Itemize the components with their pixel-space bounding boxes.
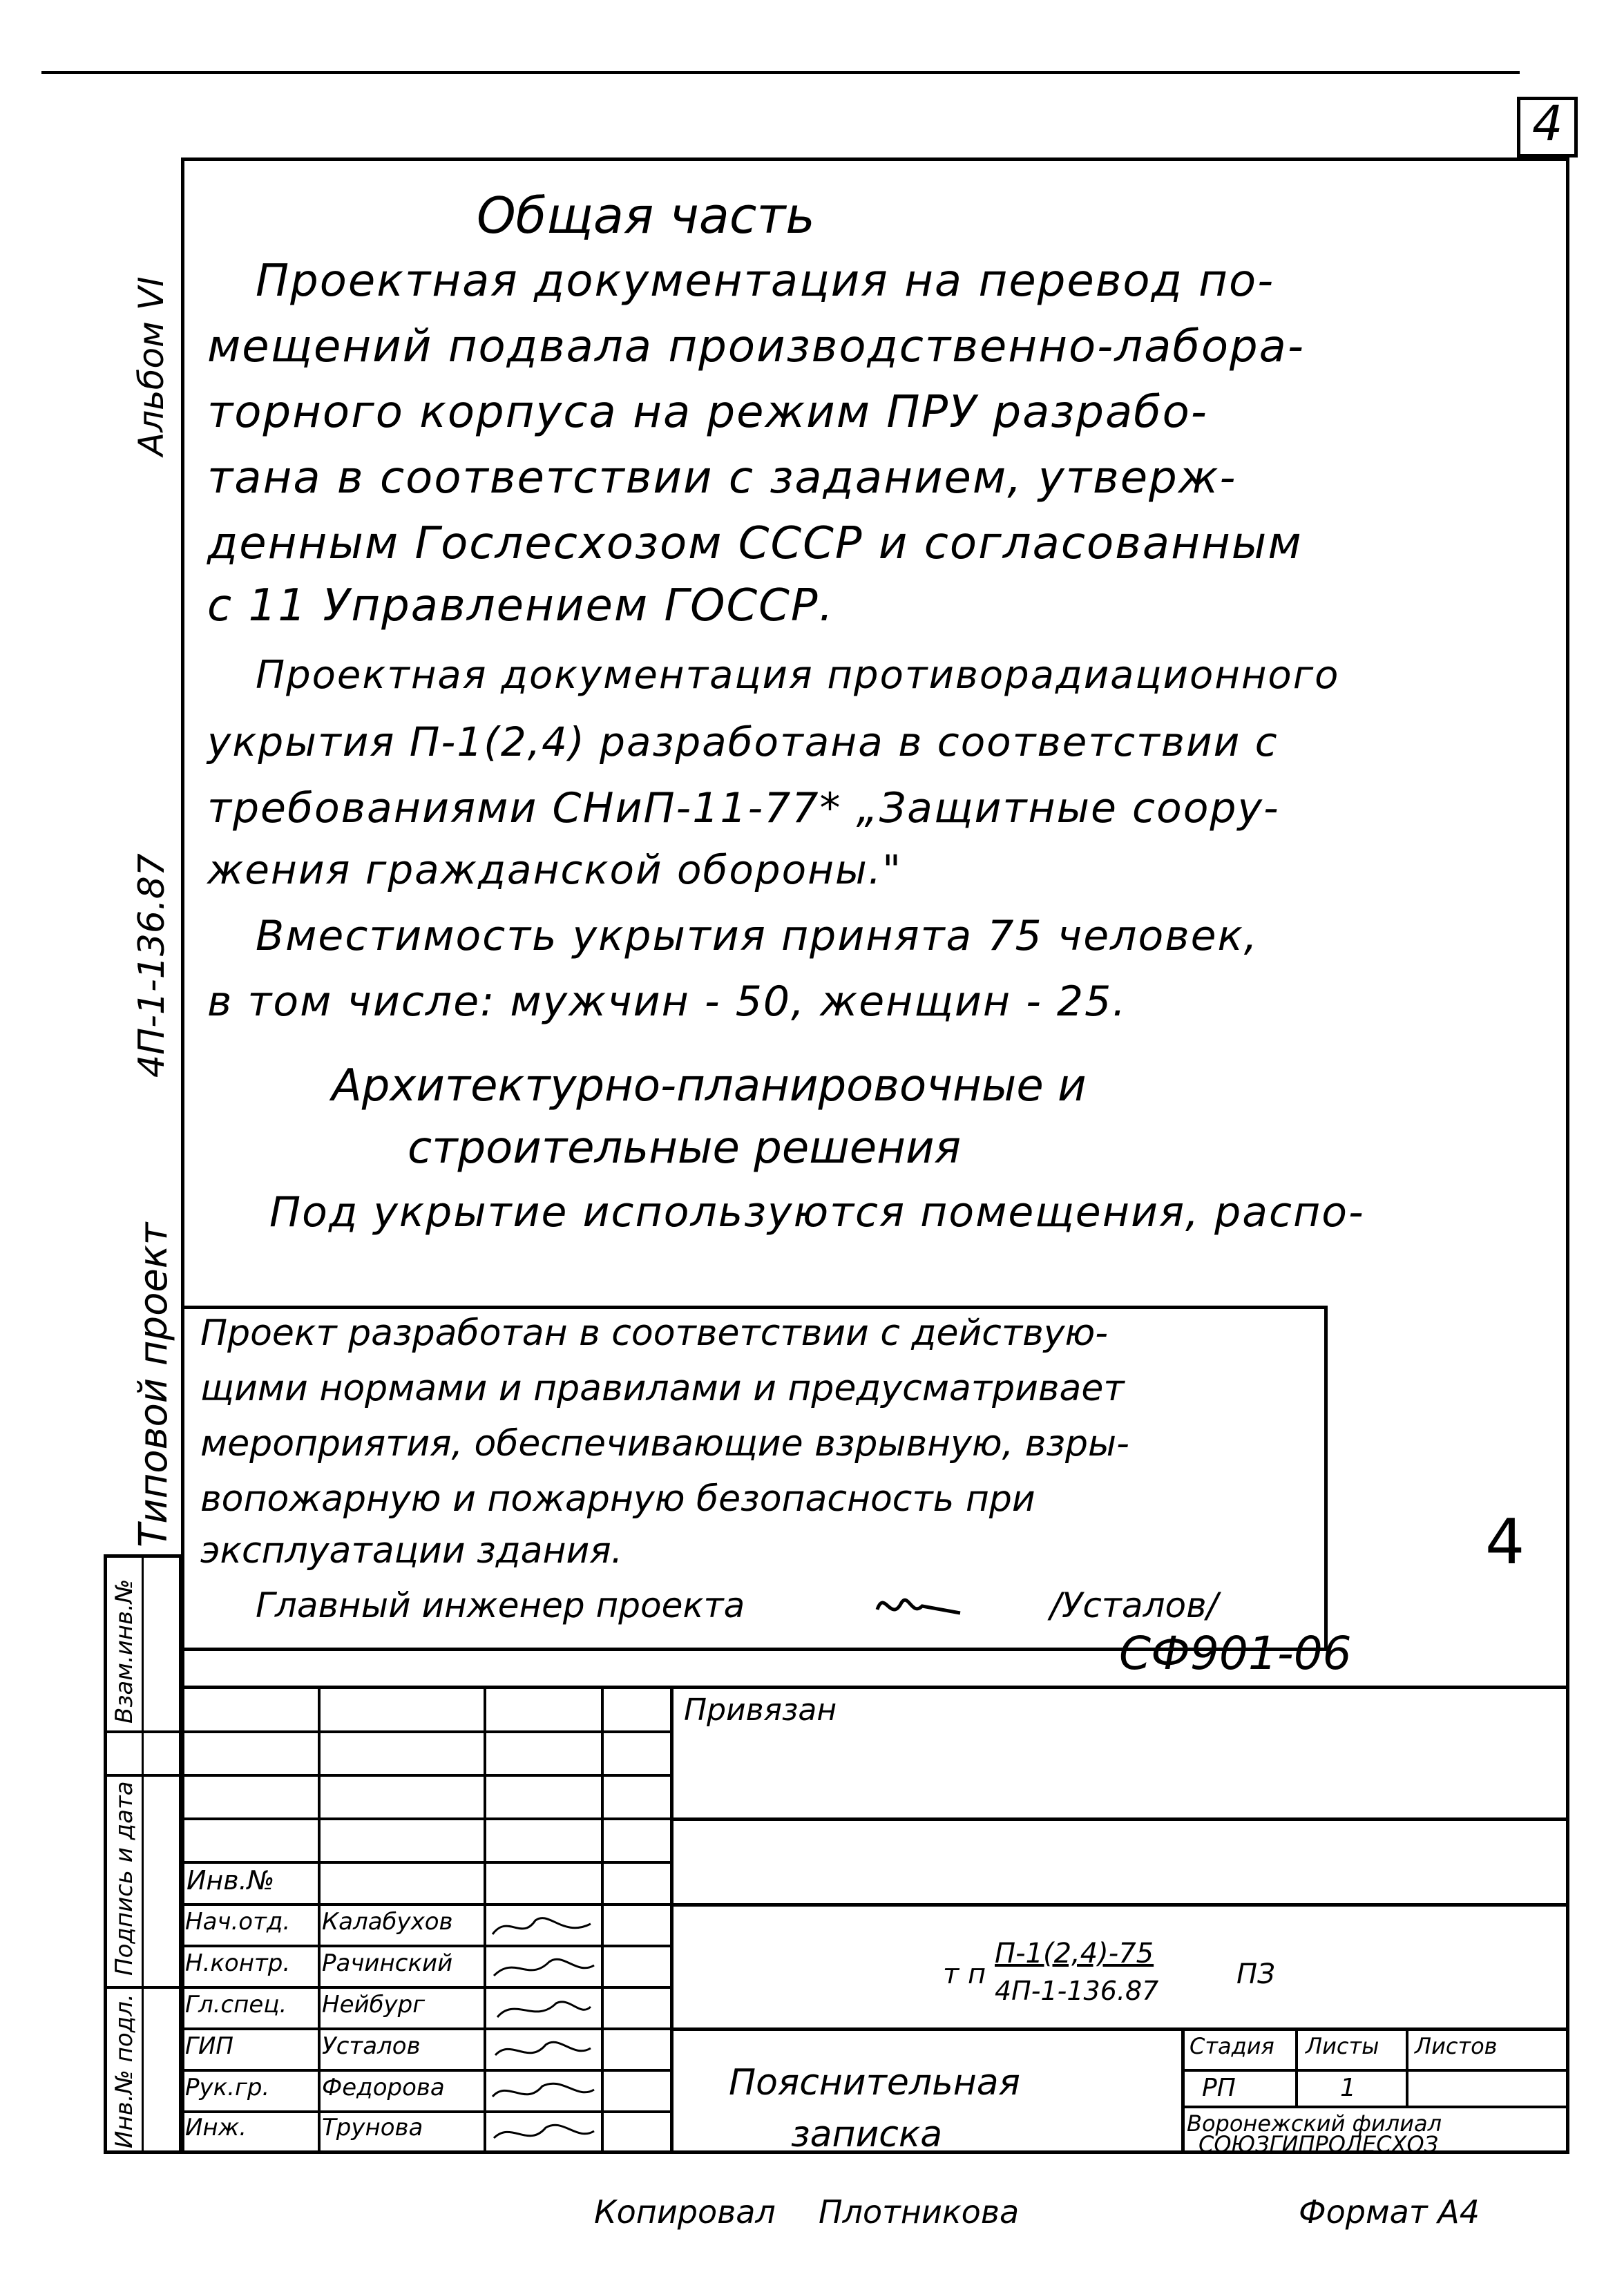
sheet-header: Листы <box>1306 2033 1379 2059</box>
sheet-value: 1 <box>1340 2074 1356 2102</box>
privyazan-label: Привязан <box>684 1692 837 1728</box>
tb-hline <box>181 1903 673 1906</box>
tb-vline <box>601 1686 604 2154</box>
tb-hline <box>670 2027 1569 2031</box>
org-line-2: СОЮЗГИПРОЛЕСХОЗ <box>1198 2131 1439 2157</box>
tb-vline <box>484 1686 486 2154</box>
stamp-line: щими нормами и правилами и предусматривает <box>200 1368 1125 1409</box>
inv-label: Инв.№ <box>187 1865 275 1896</box>
body-line: Вместимость укрытия принята 75 человек, <box>256 912 1259 960</box>
sheets-header: Листов <box>1415 2033 1498 2059</box>
body-line: торного корпуса на режим ПРУ разрабо- <box>207 387 1208 438</box>
role-name: Нейбург <box>322 1991 426 2019</box>
podpis-label: Подпись и дата <box>111 1781 138 1976</box>
top-rule <box>41 71 1520 74</box>
stamp-line: вопожарную и пожарную безопасность при <box>200 1478 1035 1520</box>
doc-title-1: Пояснительная <box>729 2062 1020 2103</box>
project-code-label: 4П-1-136.87 <box>131 853 173 1078</box>
tb-hline <box>181 1730 673 1733</box>
role-label: Н.контр. <box>185 1949 291 1977</box>
doc-title-2: записка <box>791 2114 943 2155</box>
stamp-line: эксплуатации здания. <box>200 1530 623 1572</box>
body-line: укрытия П-1(2,4) разработана в соответствии с <box>207 718 1279 765</box>
stage-header: Стадия <box>1190 2033 1274 2059</box>
org-line-1: Воронежский филиал <box>1187 2110 1442 2137</box>
role-name: Калабухов <box>322 1908 453 1936</box>
vzam-label: Взам.инв.№ <box>111 1578 138 1724</box>
left-stamp-vline <box>142 1554 144 2154</box>
footer-format: Формат А4 <box>1299 2193 1480 2231</box>
stamp-line: Проект разработан в соответствии с действую- <box>200 1313 1109 1354</box>
signature-line: Главный инженер проекта <box>256 1585 745 1625</box>
heading-general: Общая часть <box>477 187 815 245</box>
role-label: Гл.спец. <box>185 1991 287 2019</box>
tb-hline <box>1181 2069 1569 2072</box>
tp-suffix: ПЗ <box>1236 1958 1275 1990</box>
page-number: 4 <box>1532 95 1563 152</box>
tp-denominator: 4П-1-136.87 <box>995 1976 1159 2006</box>
heading-arch-1: Архитектурно-планировочные и <box>332 1060 1087 1111</box>
role-name: Федорова <box>322 2074 445 2101</box>
doc-code: СФ901-06 <box>1119 1627 1352 1680</box>
body-line: мещений подвала производственно-лабора- <box>207 321 1305 372</box>
footer-copied: Копировал <box>594 2193 776 2231</box>
tb-hline <box>1181 2106 1569 2108</box>
tp-numerator: П-1(2,4)-75 <box>995 1938 1154 1969</box>
role-name: Рачинский <box>322 1949 453 1977</box>
body-line: Проектная документация противорадиационного <box>256 653 1340 698</box>
body-line: с 11 Управлением ГОССР. <box>207 580 834 631</box>
typical-project-label: Типовой проект <box>131 1222 176 1547</box>
role-label: Рук.гр. <box>185 2074 270 2101</box>
heading-arch-2: строительные решения <box>408 1123 962 1174</box>
footer-copied-name: Плотникова <box>819 2193 1020 2231</box>
tb-top-rule <box>181 1686 1569 1689</box>
role-name: Усталов <box>322 2032 421 2060</box>
tb-vline <box>1181 2027 1185 2154</box>
body-line: требованиями СНиП-11-77* „Защитные соору- <box>207 784 1280 832</box>
tb-hline <box>181 1861 673 1864</box>
role-name: Трунова <box>322 2114 423 2141</box>
tb-hline <box>670 1817 1569 1821</box>
stamp-line: мероприятия, обеспечивающие взрывную, взры- <box>200 1423 1129 1464</box>
role-label: Инж. <box>185 2114 247 2141</box>
tb-vline <box>1295 2027 1298 2107</box>
tb-vline <box>670 1686 674 2154</box>
tb-hline <box>670 1903 1569 1907</box>
stage-value: РП <box>1202 2074 1236 2102</box>
inv-podl-label: Инв.№ подл. <box>111 1994 138 2148</box>
body-line: Под укрытие используются помещения, распо- <box>269 1188 1365 1237</box>
role-label: ГИП <box>185 2032 233 2060</box>
body-line: тана в соответствии с заданием, утверж- <box>207 452 1237 504</box>
side-number: 4 <box>1485 1506 1525 1578</box>
tb-hline <box>181 1817 673 1820</box>
tp-prefix: т п <box>943 1958 986 1990</box>
album-label: Альбом VI <box>131 276 171 456</box>
body-line: Проектная документация на перевод по- <box>256 256 1275 307</box>
signature-name: /Усталов/ <box>1050 1585 1219 1625</box>
body-line: в том числе: мужчин - 50, женщин - 25. <box>207 977 1127 1026</box>
body-line: жения гражданской обороны." <box>207 846 902 893</box>
signature-mark <box>870 1582 967 1630</box>
body-line: денным Гослесхозом СССР и согласованным <box>207 518 1303 569</box>
tb-vline <box>318 1686 321 2154</box>
tb-hline <box>181 1774 673 1777</box>
signature-scribbles <box>487 1907 601 2152</box>
tb-vline <box>1406 2027 1408 2107</box>
role-label: Нач.отд. <box>185 1908 291 1936</box>
